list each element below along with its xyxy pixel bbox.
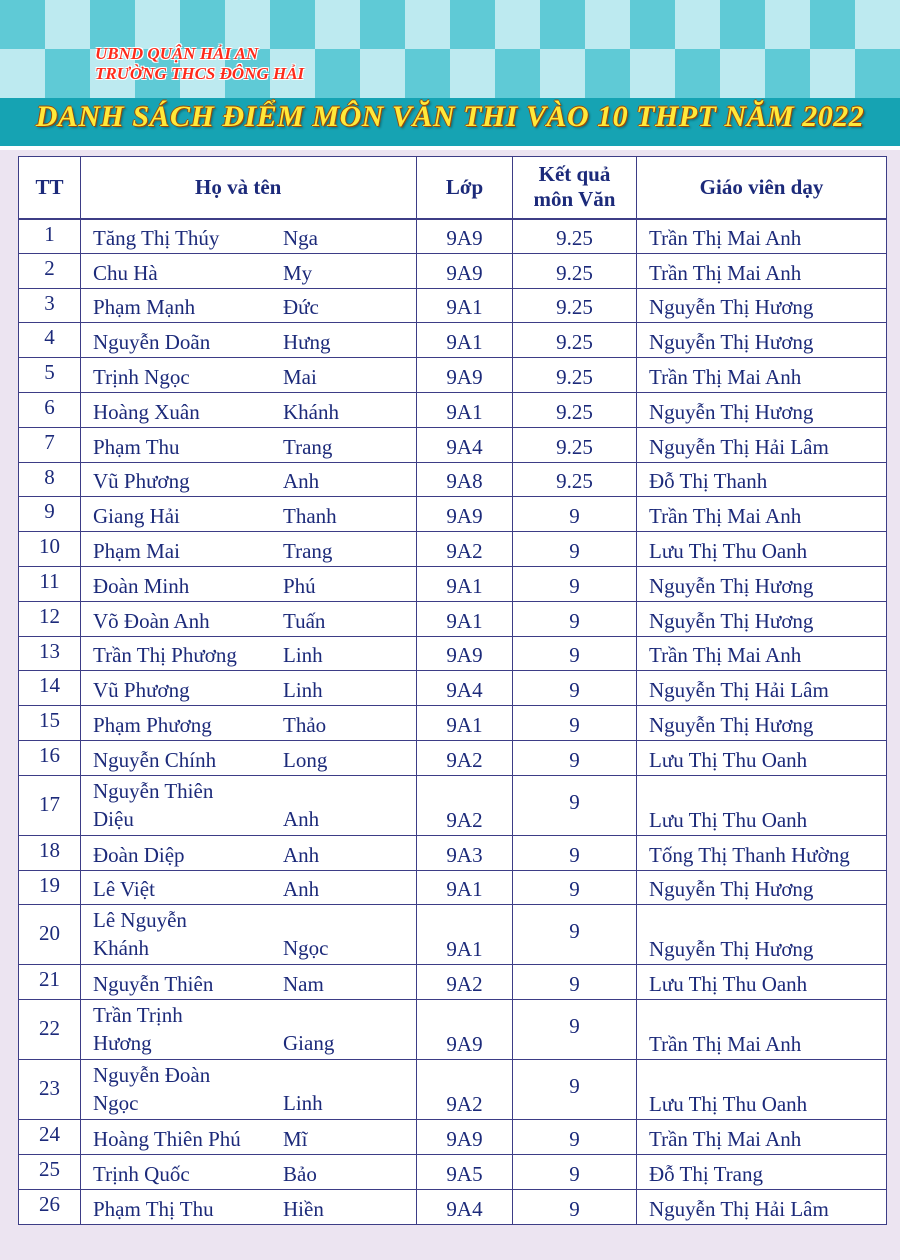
header-class: Lớp — [417, 157, 513, 219]
student-given-name: Tuấn — [283, 608, 326, 633]
table-row — [19, 1154, 887, 1189]
table-header-row — [19, 157, 887, 219]
student-name-cell — [81, 905, 417, 965]
student-name-cell — [81, 392, 417, 427]
table-row — [19, 462, 887, 497]
class-cell: 9A9 — [417, 253, 513, 288]
student-given-name: Thảo — [283, 712, 327, 737]
teacher-cell: Trần Thị Mai Anh — [637, 497, 887, 532]
teacher-cell: Nguyễn Thị Hương — [637, 905, 887, 965]
row-number: 5 — [19, 358, 81, 393]
checker-square — [765, 0, 810, 49]
score-cell: 9 — [513, 775, 637, 835]
row-number: 18 — [19, 835, 81, 870]
class-cell: 9A5 — [417, 1154, 513, 1189]
student-given-name: Anh — [283, 877, 320, 902]
student-given-name: Bảo — [283, 1161, 317, 1186]
row-number: 10 — [19, 532, 81, 567]
row-number: 12 — [19, 601, 81, 636]
checker-square — [585, 0, 630, 49]
table-row — [19, 636, 887, 671]
student-name-cell — [81, 671, 417, 706]
student-surname: Phạm Mai — [93, 538, 180, 563]
student-name-cell — [81, 1189, 417, 1224]
table-row — [19, 965, 887, 1000]
student-surname: Chu Hà — [93, 260, 158, 285]
checker-square — [450, 49, 495, 98]
row-number: 26 — [19, 1189, 81, 1224]
table-row — [19, 1000, 887, 1060]
class-cell: 9A4 — [417, 671, 513, 706]
row-number: 11 — [19, 566, 81, 601]
checker-square — [270, 0, 315, 49]
student-surname: Nguyễn Thiên — [93, 972, 214, 997]
student-name-cell — [81, 1120, 417, 1155]
student-surname: Nguyễn Doãn — [93, 330, 211, 355]
checker-square — [495, 49, 540, 98]
student-surname: Đoàn Minh — [93, 573, 190, 598]
student-given-name: Anh — [283, 806, 320, 831]
score-cell: 9.25 — [513, 323, 637, 358]
student-surname-line1: Trần Trịnh — [93, 1003, 183, 1028]
checker-square — [360, 49, 405, 98]
student-given-name: Khánh — [283, 399, 339, 424]
student-surname: Giang Hải — [93, 504, 180, 529]
teacher-cell: Lưu Thị Thu Oanh — [637, 775, 887, 835]
teacher-cell: Trần Thị Mai Anh — [637, 1000, 887, 1060]
teacher-cell: Lưu Thị Thu Oanh — [637, 965, 887, 1000]
student-name-cell — [81, 1060, 417, 1120]
student-given-name: Phú — [283, 573, 316, 598]
checker-square — [765, 49, 810, 98]
score-cell: 9.25 — [513, 358, 637, 393]
table-row — [19, 775, 887, 835]
row-number: 4 — [19, 323, 81, 358]
checker-square — [315, 49, 360, 98]
class-cell: 9A2 — [417, 775, 513, 835]
checker-square — [315, 0, 360, 49]
score-cell: 9 — [513, 870, 637, 905]
teacher-cell: Nguyễn Thị Hải Lâm — [637, 671, 887, 706]
row-number: 21 — [19, 965, 81, 1000]
student-name-cell — [81, 965, 417, 1000]
teacher-cell: Nguyễn Thị Hương — [637, 706, 887, 741]
score-cell: 9 — [513, 532, 637, 567]
student-surname-line2: Hương — [93, 1031, 152, 1056]
class-cell: 9A2 — [417, 1060, 513, 1120]
checker-square — [675, 0, 720, 49]
row-number: 8 — [19, 462, 81, 497]
student-name-cell — [81, 1000, 417, 1060]
student-surname: Lê Việt — [93, 877, 155, 902]
class-cell: 9A1 — [417, 392, 513, 427]
checker-square — [810, 49, 855, 98]
student-name-cell — [81, 740, 417, 775]
class-cell: 9A1 — [417, 601, 513, 636]
teacher-cell: Đỗ Thị Thanh — [637, 462, 887, 497]
teacher-cell: Tống Thị Thanh Hường — [637, 835, 887, 870]
checker-square — [855, 49, 900, 98]
student-surname: Trịnh Ngọc — [93, 364, 190, 389]
score-table-container — [18, 156, 886, 1225]
header-teacher: Giáo viên dạy — [637, 157, 887, 219]
teacher-cell: Lưu Thị Thu Oanh — [637, 740, 887, 775]
student-given-name: Linh — [283, 1091, 323, 1116]
class-cell: 9A9 — [417, 219, 513, 254]
teacher-cell: Trần Thị Mai Anh — [637, 636, 887, 671]
row-number: 15 — [19, 706, 81, 741]
student-surname-line1: Lê Nguyễn — [93, 908, 187, 933]
table-row — [19, 1060, 887, 1120]
checker-square — [45, 49, 90, 98]
checker-square — [630, 49, 675, 98]
student-name-cell — [81, 835, 417, 870]
row-number: 13 — [19, 636, 81, 671]
student-surname-line2: Khánh — [93, 936, 149, 961]
score-cell: 9.25 — [513, 392, 637, 427]
class-cell: 9A2 — [417, 532, 513, 567]
banner-divider — [0, 146, 900, 150]
row-number: 17 — [19, 775, 81, 835]
teacher-cell: Đỗ Thị Trang — [637, 1154, 887, 1189]
class-cell: 9A1 — [417, 566, 513, 601]
student-surname: Hoàng Thiên Phú — [93, 1126, 241, 1151]
student-surname-line2: Ngọc — [93, 1091, 139, 1116]
row-number: 19 — [19, 870, 81, 905]
checker-square — [495, 0, 540, 49]
table-row — [19, 497, 887, 532]
student-name-cell — [81, 532, 417, 567]
score-cell: 9.25 — [513, 253, 637, 288]
score-cell: 9 — [513, 497, 637, 532]
student-name-cell — [81, 1154, 417, 1189]
student-surname: Phạm Thu — [93, 434, 180, 459]
student-surname: Vũ Phương — [93, 678, 190, 703]
score-cell: 9 — [513, 566, 637, 601]
table-row — [19, 253, 887, 288]
teacher-cell: Nguyễn Thị Hải Lâm — [637, 1189, 887, 1224]
page-header — [0, 0, 900, 150]
class-cell: 9A1 — [417, 323, 513, 358]
student-name-cell — [81, 636, 417, 671]
checker-square — [45, 0, 90, 49]
table-row — [19, 835, 887, 870]
checker-square — [0, 0, 45, 49]
student-given-name: Ngọc — [283, 936, 329, 961]
checker-square — [720, 49, 765, 98]
class-cell: 9A9 — [417, 497, 513, 532]
row-number: 7 — [19, 427, 81, 462]
teacher-cell: Nguyễn Thị Hương — [637, 870, 887, 905]
teacher-cell: Trần Thị Mai Anh — [637, 1120, 887, 1155]
table-row — [19, 358, 887, 393]
header-tt: TT — [19, 157, 81, 219]
score-cell: 9 — [513, 740, 637, 775]
student-given-name: Trang — [283, 434, 333, 459]
student-surname: Vũ Phương — [93, 469, 190, 494]
row-number: 1 — [19, 219, 81, 254]
student-surname: Tăng Thị Thúy — [93, 225, 220, 250]
row-number: 20 — [19, 905, 81, 965]
student-given-name: Thanh — [283, 504, 337, 529]
student-given-name: Hiền — [283, 1196, 324, 1221]
checker-square — [540, 0, 585, 49]
class-cell: 9A4 — [417, 1189, 513, 1224]
student-surname: Phạm Thị Thu — [93, 1196, 214, 1221]
student-surname: Đoàn Diệp — [93, 842, 185, 867]
student-name-cell — [81, 566, 417, 601]
teacher-cell: Nguyễn Thị Hải Lâm — [637, 427, 887, 462]
table-row — [19, 288, 887, 323]
table-row — [19, 870, 887, 905]
table-row — [19, 1189, 887, 1224]
score-cell: 9 — [513, 636, 637, 671]
score-cell: 9.25 — [513, 288, 637, 323]
student-surname: Võ Đoàn Anh — [93, 608, 210, 633]
score-cell: 9 — [513, 835, 637, 870]
table-row — [19, 740, 887, 775]
student-name-cell — [81, 706, 417, 741]
class-cell: 9A8 — [417, 462, 513, 497]
score-table — [18, 156, 887, 1225]
score-cell: 9 — [513, 1060, 637, 1120]
row-number: 25 — [19, 1154, 81, 1189]
row-number: 3 — [19, 288, 81, 323]
student-surname: Phạm Phương — [93, 712, 212, 737]
table-row — [19, 905, 887, 965]
teacher-cell: Nguyễn Thị Hương — [637, 392, 887, 427]
checker-square — [405, 0, 450, 49]
checker-square — [675, 49, 720, 98]
student-given-name: Mai — [283, 364, 317, 389]
checker-square — [0, 49, 45, 98]
student-given-name: Hưng — [283, 330, 331, 355]
row-number: 2 — [19, 253, 81, 288]
teacher-cell: Nguyễn Thị Hương — [637, 323, 887, 358]
table-row — [19, 671, 887, 706]
student-name-cell — [81, 219, 417, 254]
student-name-cell — [81, 253, 417, 288]
table-row — [19, 706, 887, 741]
teacher-cell: Lưu Thị Thu Oanh — [637, 532, 887, 567]
class-cell: 9A1 — [417, 870, 513, 905]
score-cell: 9 — [513, 706, 637, 741]
student-surname-line1: Nguyễn Thiên — [93, 778, 214, 803]
score-cell: 9 — [513, 1000, 637, 1060]
table-row — [19, 427, 887, 462]
class-cell: 9A4 — [417, 427, 513, 462]
score-cell: 9 — [513, 965, 637, 1000]
row-number: 6 — [19, 392, 81, 427]
class-cell: 9A2 — [417, 965, 513, 1000]
table-row — [19, 1120, 887, 1155]
checker-square — [720, 0, 765, 49]
student-surname-line1: Nguyễn Đoàn — [93, 1063, 211, 1088]
checker-square — [630, 0, 675, 49]
class-cell: 9A9 — [417, 1000, 513, 1060]
checker-square — [225, 0, 270, 49]
class-cell: 9A1 — [417, 288, 513, 323]
class-cell: 9A9 — [417, 358, 513, 393]
student-surname: Trịnh Quốc — [93, 1161, 190, 1186]
student-given-name: Anh — [283, 469, 320, 494]
score-cell: 9 — [513, 1189, 637, 1224]
table-body — [19, 219, 887, 1225]
checker-square — [135, 0, 180, 49]
student-name-cell — [81, 358, 417, 393]
teacher-cell: Nguyễn Thị Hương — [637, 566, 887, 601]
score-cell: 9.25 — [513, 219, 637, 254]
student-surname: Nguyễn Chính — [93, 747, 217, 772]
student-name-cell — [81, 288, 417, 323]
teacher-cell: Nguyễn Thị Hương — [637, 601, 887, 636]
class-cell: 9A1 — [417, 905, 513, 965]
table-row — [19, 392, 887, 427]
header-result: Kết quả môn Văn — [513, 157, 637, 219]
checker-square — [810, 0, 855, 49]
teacher-cell: Lưu Thị Thu Oanh — [637, 1060, 887, 1120]
checker-square — [405, 49, 450, 98]
student-given-name: Linh — [283, 678, 323, 703]
teacher-cell: Nguyễn Thị Hương — [637, 288, 887, 323]
teacher-cell: Trần Thị Mai Anh — [637, 219, 887, 254]
class-cell: 9A9 — [417, 636, 513, 671]
checker-square — [855, 0, 900, 49]
table-row — [19, 601, 887, 636]
student-name-cell — [81, 427, 417, 462]
student-given-name: Nga — [283, 225, 318, 250]
student-surname: Trần Thị Phương — [93, 643, 237, 668]
checker-square — [360, 0, 405, 49]
table-row — [19, 532, 887, 567]
checker-square — [450, 0, 495, 49]
checker-square — [585, 49, 630, 98]
class-cell: 9A9 — [417, 1120, 513, 1155]
student-given-name: Linh — [283, 643, 323, 668]
row-number: 16 — [19, 740, 81, 775]
student-name-cell — [81, 462, 417, 497]
student-name-cell — [81, 775, 417, 835]
table-row — [19, 219, 887, 254]
table-row — [19, 566, 887, 601]
student-given-name: Đức — [283, 295, 319, 320]
school-name: TRƯỜNG THCS ĐÔNG HẢI — [95, 64, 305, 83]
student-name-cell — [81, 497, 417, 532]
student-given-name: Nam — [283, 972, 324, 997]
page-title: DANH SÁCH ĐIỂM MÔN VĂN THI VÀO 10 THPT NĂM 2022 — [35, 100, 865, 133]
student-name-cell — [81, 323, 417, 358]
header-name: Họ và tên — [81, 157, 417, 219]
checker-square — [90, 0, 135, 49]
teacher-cell: Trần Thị Mai Anh — [637, 358, 887, 393]
student-given-name: My — [283, 260, 313, 285]
row-number: 14 — [19, 671, 81, 706]
score-cell: 9 — [513, 905, 637, 965]
student-surname: Hoàng Xuân — [93, 399, 200, 424]
student-given-name: Long — [283, 747, 328, 772]
student-given-name: Trang — [283, 538, 333, 563]
row-number: 9 — [19, 497, 81, 532]
teacher-cell: Trần Thị Mai Anh — [637, 253, 887, 288]
student-given-name: Anh — [283, 842, 320, 867]
score-cell: 9 — [513, 601, 637, 636]
score-cell: 9.25 — [513, 427, 637, 462]
student-surname-line2: Diệu — [93, 806, 134, 831]
score-cell: 9 — [513, 1120, 637, 1155]
table-row — [19, 323, 887, 358]
score-cell: 9 — [513, 671, 637, 706]
row-number: 22 — [19, 1000, 81, 1060]
student-name-cell — [81, 870, 417, 905]
row-number: 23 — [19, 1060, 81, 1120]
class-cell: 9A2 — [417, 740, 513, 775]
checker-square — [180, 0, 225, 49]
checker-square — [540, 49, 585, 98]
score-cell: 9.25 — [513, 462, 637, 497]
class-cell: 9A3 — [417, 835, 513, 870]
student-surname: Phạm Mạnh — [93, 295, 196, 320]
student-name-cell — [81, 601, 417, 636]
student-given-name: Mĩ — [283, 1126, 308, 1151]
score-cell: 9 — [513, 1154, 637, 1189]
class-cell: 9A1 — [417, 706, 513, 741]
row-number: 24 — [19, 1120, 81, 1155]
student-given-name: Giang — [283, 1031, 335, 1056]
school-district: UBND QUẬN HẢI AN — [95, 44, 259, 63]
